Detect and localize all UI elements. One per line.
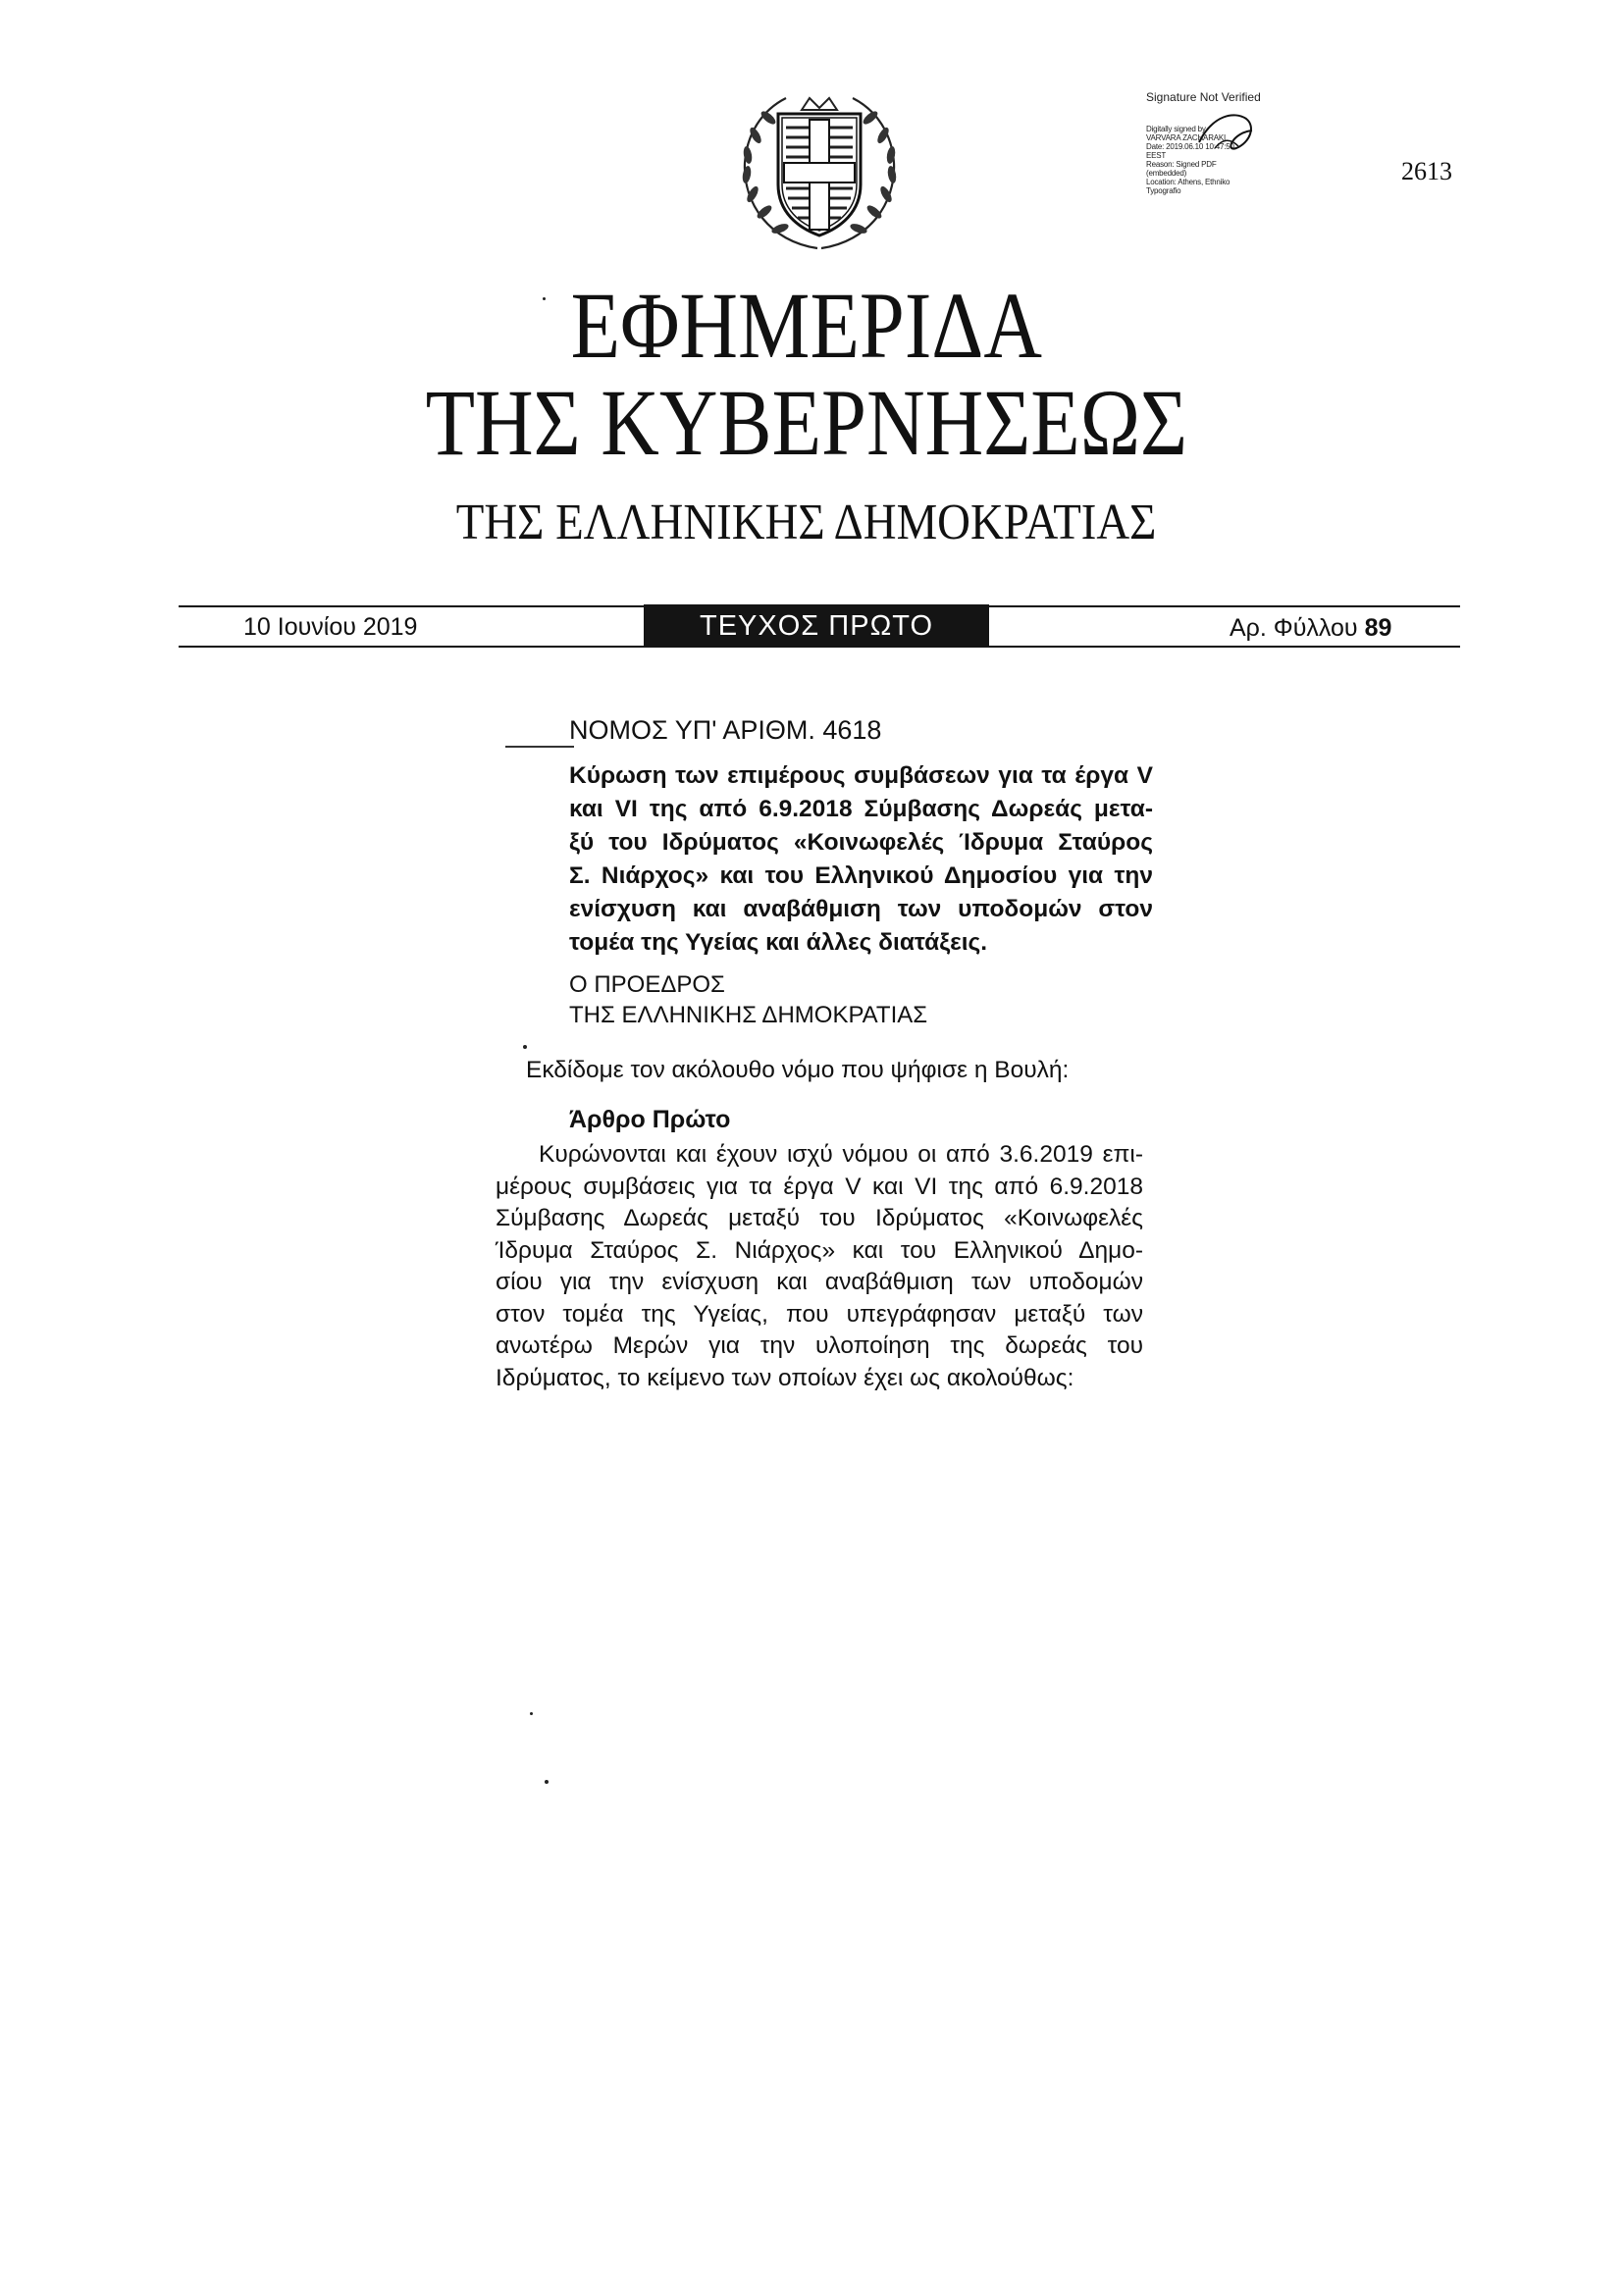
article-line: Κυρώνονται και έχουν ισχύ νόμου οι από 3.6.2019 επι- [539,1141,1143,1168]
signature-line: Digitally signed by [1146,125,1206,133]
masthead-title-line2: ΤΗΣ ΚΥΒΕΡΝΗΣΕΩΣ [425,370,1188,475]
law-title-line: Σ. Νιάρχος» και του Ελληνικού Δημοσίου για την [569,862,1153,889]
scan-speck [523,1045,527,1049]
president-line: Ο ΠΡΟΕΔΡΟΣ [569,971,725,998]
page-number: 2613 [1401,157,1452,185]
signature-status: Signature Not Verified [1146,90,1261,104]
scan-speck [545,1780,549,1784]
law-title-line: ξύ του Ιδρύματος «Κοινωφελές Ίδρυμα Σταύρος [569,829,1153,856]
law-title-line: ενίσχυση και αναβάθμιση των υποδομών στον [569,896,1153,922]
article-line: Ίδρυμα Σταύρος Σ. Νιάρχος» και του Ελληνικού Δημο- [496,1236,1143,1264]
president-line: ΤΗΣ ΕΛΛΗΝΙΚΗΣ ΔΗΜΟΚΡΑΤΙΑΣ [569,1002,928,1028]
law-title-line: Κύρωση των επιμέρους συμβάσεων για τα έργα V [569,762,1153,789]
article-line: μέρους συμβάσεις για τα έργα V και VI της από 6.9.2018 [496,1173,1143,1200]
issue-date: 10 Ιουνίου 2019 [243,613,418,641]
law-title-line: τομέα της Υγείας και άλλες διατάξεις. [569,929,988,956]
article-body [496,1139,1143,1394]
article-line: Σύμβασης Δωρεάς μεταξύ του Ιδρύματος «Κοινωφελές [496,1205,1143,1231]
law-title-line: και VI της από 6.9.2018 Σύμβασης Δωρεάς μετα- [569,796,1153,822]
signature-line: Location: Athens, Ethniko [1146,178,1230,186]
article-line: Ιδρύματος, το κείμενο των οποίων έχει ως ακολούθως: [496,1364,1074,1391]
article-title: Άρθρο Πρώτο [569,1106,731,1133]
issue-series-badge: ΤΕΥΧΟΣ ΠΡΩΤΟ [644,604,989,648]
digital-signature-block [1146,91,1313,195]
law-title [569,759,1153,960]
sheet-number: 89 [1364,614,1392,642]
enactment-formula: Εκδίδομε τον ακόλουθο νόμο που ψήφισε η Βουλή: [526,1057,1070,1083]
issue-sheet-number [1230,613,1391,643]
signature-line: Date: 2019.06.10 10:47:50 [1146,142,1234,151]
scan-speck [530,1712,533,1715]
article-line: στον τομέα της Υγείας, που υπεγράφησαν μεταξύ των [496,1300,1143,1328]
masthead-title-line1: ΕΦΗΜΕΡΙΔΑ [570,273,1043,378]
signature-line: EEST [1146,151,1167,160]
masthead-subtitle: ΤΗΣ ΕΛΛΗΝΙΚΗΣ ΔΗΜΟΚΡΑΤΙΑΣ [455,495,1157,550]
article-line: ανωτέρω Μερών για την υλοποίηση της δωρεάς του [496,1332,1143,1359]
signature-line: VARVARA ZACHARAKI [1146,133,1227,142]
scan-speck [543,297,546,300]
law-number-rule [505,746,574,748]
law-number: ΝΟΜΟΣ ΥΠ' ΑΡΙΘΜ. 4618 [569,715,882,745]
president-heading [569,969,927,1030]
article-line: σίου για την ενίσχυση και αναβάθμιση των υποδομών [496,1269,1143,1295]
signature-line: Typografio [1146,186,1181,195]
signature-scribble-icon [1195,109,1264,154]
greek-coat-of-arms-emblem [731,86,908,253]
sheet-label: Αρ. Φύλλου [1230,614,1358,642]
signature-line: (embedded) [1146,169,1187,178]
signature-line: Reason: Signed PDF [1146,160,1217,169]
